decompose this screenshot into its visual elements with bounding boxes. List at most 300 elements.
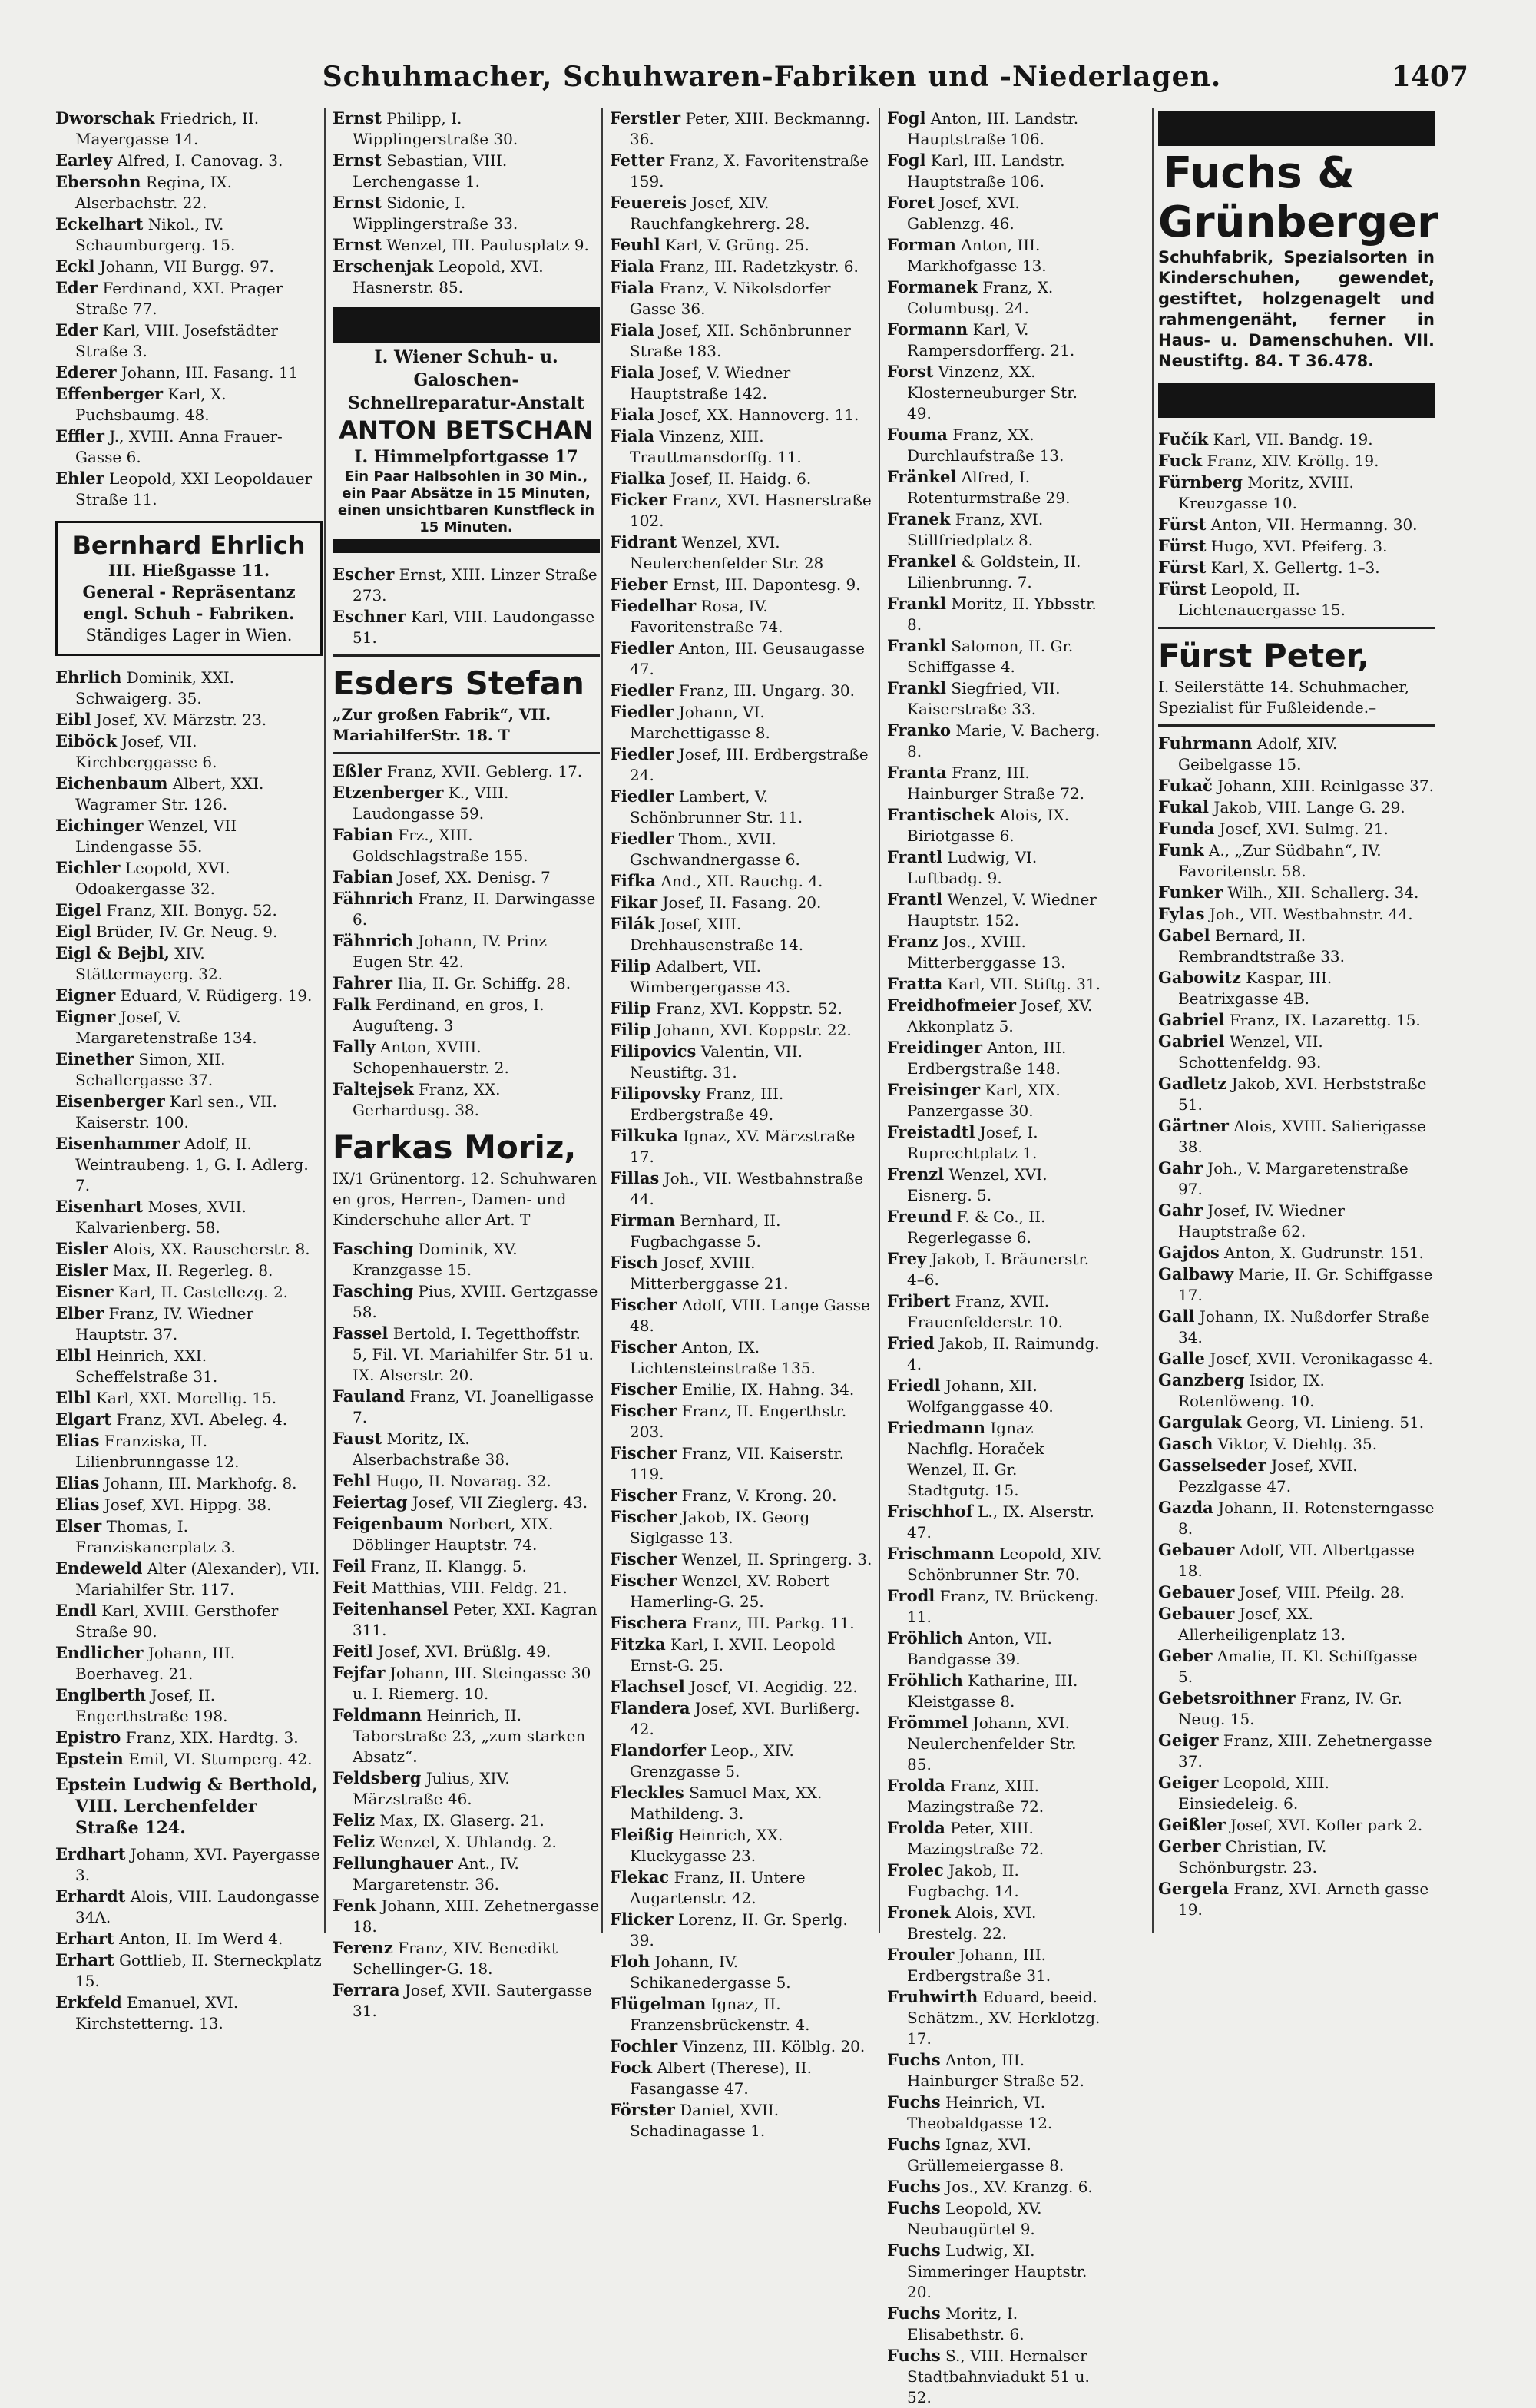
entry-name: Elias [55,1473,100,1492]
entry-name: Eichinger [55,816,144,835]
entry-address: Matthias, VIII. Feldg. 21. [372,1578,568,1597]
entry-name: Fetter [610,151,664,170]
entry-name: Feigenbaum [333,1514,444,1533]
entry-address: Ferdinand, en gros, I. Auguſteng. 3 [353,995,545,1035]
directory-entry [55,1387,323,1409]
entry-name: Fuchs [887,2346,941,2365]
entry-name: Fribert [887,1291,951,1310]
entry-name: Eisenhart [55,1197,144,1216]
rule [1158,627,1435,629]
directory-entry [333,1036,600,1078]
directory-entry [610,532,877,574]
entry-name: Geber [1158,1646,1213,1665]
entry-name: Fabian [333,867,393,886]
entry-address: Rosa, IV. Favoritenstraße 74. [630,597,783,636]
directory-entry [887,150,1102,192]
entry-address: Anton, III. Geusaugasse 47. [630,639,865,678]
ad-anton-betschan [333,346,600,536]
entry-name: Faust [333,1429,382,1448]
entry-address: Franz, X. Columbusg. 24. [907,278,1054,317]
entry-address: Jos., XVIII. Mitterberggasse 13. [907,932,1066,972]
entry-address: Eduard, V. Rüdigerg. 19. [120,986,313,1005]
directory-entry [1158,1242,1435,1264]
entry-address: Franz, XVI. Abeleg. 4. [116,1410,288,1429]
entry-address: Johann, III. Fasang. 11 [121,363,299,382]
entry-address: Franz, V. Nikolsdorfer Gasse 36. [630,279,831,318]
directory-entry [887,973,1102,995]
entry-address: Anton, III. Hainburger Straße 52. [907,2051,1085,2090]
entry-name: Franz [887,932,938,951]
entry-name: Gerber [1158,1837,1221,1856]
directory-entry [887,1037,1102,1079]
entry-name: Fitzka [610,1635,666,1654]
entry-name: Geiger [1158,1773,1219,1792]
entry-address: Wenzel, X. Uhlandg. 2. [379,1833,557,1851]
entry-name: Franta [887,763,947,782]
entry-address: Leopold, XIII. Einsiedeleig. 6. [1178,1774,1329,1813]
entry-name: Friedl [887,1376,941,1395]
directory-entry [1158,1688,1435,1730]
directory-entry [887,1501,1102,1543]
directory-entry [333,1078,600,1121]
column-divider [879,108,880,1933]
entry-name: Frolec [887,1860,944,1880]
directory-entry [55,1992,323,2034]
entry-address: Ludwig, VI. Luftbadg. 9. [907,848,1038,887]
entry-address: Josef, XVII. Veronikagasse 4. [1210,1350,1433,1368]
entry-address: Lambert, V. Schönbrunner Str. 11. [630,787,803,826]
entry-name: Filip [610,999,651,1018]
directory-entry [333,234,600,256]
directory-entry [55,709,323,730]
entry-name: Endlicher [55,1643,144,1662]
entry-name: Feliz [333,1810,376,1830]
entry-address: XIV. Stättermayerg. 32. [75,944,223,983]
entry-address: Jakob, VIII. Lange G. 29. [1213,798,1405,816]
entry-address: And., XII. Rauchg. 4. [660,872,823,890]
directory-entry [333,256,600,298]
entry-address: Gottlieb, II. Sterneckplatz 15. [75,1951,322,1990]
directory-entry [1158,1370,1435,1412]
entry-name: Fronek [887,1903,951,1922]
entry-name: Fiala [610,257,655,276]
entry-name: Freidhofmeier [887,995,1016,1015]
entry-address: Hugo, XVI. Pfeiferg. 3. [1210,537,1388,555]
directory-entry [610,1252,877,1294]
entry-name: Eckl [55,257,95,276]
entry-name: Eßler [333,761,382,780]
entry-name: Fröhlich [887,1628,963,1648]
directory-entry [55,857,323,899]
entry-address: Franz, II. Engerthstr. 203. [630,1402,847,1441]
entry-name: Fiedler [610,829,674,848]
entry-name: Erkfeld [55,1992,122,2012]
entry-name: Fürnberg [1158,472,1243,492]
directory-entry [55,1091,323,1133]
entry-name: Formanek [887,277,978,296]
entry-name: Dworschak [55,108,155,128]
entry-name: Franko [887,720,952,740]
directory-entry [333,972,600,994]
column-3 [610,108,877,2141]
entry-address: Friedrich, II. Mayergasse 14. [75,109,260,148]
entry-address: Franziska, II. Lilienbrunngasse 12. [75,1432,240,1471]
directory-entry [1158,1433,1435,1455]
entry-name: Epstein [55,1749,124,1768]
entry-address: Peter, XIII. Mazingstraße 72. [907,1819,1044,1858]
entry-address: Nikol., IV. Schaumburgerg. 15. [75,215,236,254]
directory-entry [1158,1009,1435,1031]
entry-name: Flandera [610,1698,690,1717]
entry-name: Einether [55,1049,134,1068]
entry-name: Freidinger [887,1038,982,1057]
directory-entry [1158,1348,1435,1370]
entry-name: Frischmann [887,1544,995,1563]
entry-name: Erhardt [55,1886,126,1906]
page-title: Schuhmacher, Schuhwaren-Fabriken und -Niederlagen. [322,61,1222,93]
entry-address: Adolf, VIII. Lange Gasse 48. [630,1296,870,1335]
directory-entry [333,866,600,888]
rule [333,654,600,657]
entry-name: Gasselseder [1158,1456,1266,1475]
directory-entry [887,1712,1102,1775]
directory-entry [1158,1497,1435,1539]
directory-entry [610,892,877,913]
directory-entry [610,468,877,489]
entry-address: Josef, XX. Denisg. 7 [398,868,551,886]
entry-name: Eder [55,278,98,297]
directory-entry [610,1506,877,1548]
entry-address: Josef, I. Ruprechtplatz 1. [907,1123,1038,1162]
entry-address: Adalbert, VII. Wimbergergasse 43. [630,957,791,996]
entry-name: Frodl [887,1586,935,1605]
entry-name: Fiedler [610,638,674,657]
entry-address: J., XVIII. Anna Frauer-Gasse 6. [75,427,283,466]
entry-address: Johann, II. Rotensterngasse 8. [1178,1499,1435,1538]
directory-entry [1158,1158,1435,1200]
entry-name: Franek [887,509,951,528]
directory-entry [333,1641,600,1662]
entry-address: Anton, III. Erdbergstraße 148. [907,1038,1067,1078]
directory-entry [333,1810,600,1831]
entry-address: Josef, XIV. Rauchfangkehrerg. 28. [630,194,810,233]
entry-name: Fučík [1158,429,1209,449]
column-2 [333,108,600,2022]
entry-name: Gebauer [1158,1540,1235,1559]
ad-ehrlich-address: III. Hießgasse 11. [108,561,270,580]
entry-address: Viktor, V. Diehlg. 35. [1217,1435,1378,1453]
entry-address: A., „Zur Südbahn“, IV. Favoritenstr. 58. [1178,841,1382,880]
directory-entry [1158,1539,1435,1582]
entry-name: Frantl [887,889,943,909]
ad-bar [1158,111,1435,146]
directory-entry [887,424,1102,466]
entry-address: Ferdinand, XXI. Prager Straße 77. [75,279,283,318]
entry-name: Frankl [887,678,947,697]
entry-address: Alfred, I. Rotenturmstraße 29. [907,468,1071,507]
entry-name: Frouler [887,1945,955,1964]
directory-entry [610,150,877,192]
directory-entry [610,574,877,595]
entry-name: Eiböck [55,731,118,750]
entry-name: Funda [1158,819,1215,838]
directory-entry [1158,1455,1435,1497]
entry-address: Alfred, I. Canovag. 3. [117,151,283,170]
entry-address: Leopold, XIV. Schönbrunner Str. 70. [907,1545,1102,1584]
directory-entry [55,1558,323,1600]
directory-entry [887,2345,1102,2408]
entry-address: Josef, XV. Märzstr. 23. [96,710,267,729]
entry-name: Fillas [610,1168,660,1187]
entry-address: Johann, XVI. Koppstr. 22. [655,1021,852,1039]
ad-bar [333,307,600,343]
directory-entry [610,1612,877,1634]
entry-address: Johann, IV. Prinz Eugen Str. 42. [353,932,548,971]
entry-address: Franz, XIV. Kröllg. 19. [1207,452,1379,470]
entry-address: Leopold, XV. Neubaugürtel 9. [907,2199,1042,2238]
entry-name: Frenzl [887,1164,945,1184]
entry-address: Josef, V. Margaretenstraße 134. [75,1008,257,1047]
directory-entry [610,1168,877,1210]
directory-entry [887,1290,1102,1333]
entry-name: Feuereis [610,193,687,212]
entry-name: Fischer [610,1295,677,1314]
directory-entry [55,667,323,709]
directory-entry [1158,1264,1435,1306]
directory-entry [333,150,600,192]
entry-address: Alter (Alexander), VII. Mariahilfer Str. 117. [75,1559,320,1598]
entry-name: Fiala [610,405,655,424]
entry-name: Frey [887,1249,927,1268]
entry-name: Fochler [610,2036,678,2055]
entry-name: Förster [610,2100,675,2119]
entry-name: Gahr [1158,1201,1203,1220]
directory-entry [333,1662,600,1704]
directory-entry [55,171,323,214]
entry-address: Moritz, XVIII. Kreuzgasse 10. [1178,473,1354,512]
entry-address: L., IX. Alserstr. 47. [907,1502,1094,1542]
entry-name: Feuhl [610,235,660,254]
entry-name: Fuchs [887,2304,941,2323]
directory-entry [333,1853,600,1895]
entry-name: Fieber [610,575,668,594]
entry-name: Frolda [887,1818,945,1837]
entry-address: Franz, XVI. Hasnerstraße 102. [630,491,872,530]
furst-peter-desc: I. Seilerstätte 14. Schuhmacher, Spezialist für Fußleidende.– [1158,677,1410,717]
entry-name: Eigl [55,922,91,941]
entry-address: Josef, VI. Aegidig. 22. [690,1678,858,1696]
entry-name: Ernst [333,193,382,212]
entry-name: Eigner [55,1007,116,1026]
entry-address: Moritz, IX. Alserbachstraße 38. [353,1429,510,1469]
entry-address: Siegfried, VII. Kaiserstraße 33. [907,679,1061,718]
entry-address: Wenzel, II. Springerg. 3. [681,1550,872,1568]
entry-address: Max, II. Regerleg. 8. [112,1261,273,1280]
entry-name: Gazda [1158,1498,1213,1517]
entry-address: Jakob, II. Fugbachg. 14. [907,1861,1019,1900]
directory-entry [333,888,600,930]
entry-name: Gergela [1158,1879,1229,1898]
entry-address: Frz., XIII. Goldschlagstraße 155. [353,826,528,865]
directory-entry [1158,1814,1435,1836]
directory-entry [610,638,877,680]
entry-address: Josef, VIII. Pfeilg. 28. [1239,1583,1405,1601]
entry-name: Gebauer [1158,1582,1235,1601]
entry-address: Adolf, VII. Albertgasse 18. [1178,1541,1415,1580]
entry-address: Karl, II. Castellezg. 2. [118,1283,289,1301]
epstein-entry: Epstein Ludwig & Berthold, VIII. Lerchenfelder Straße 124. [55,1775,318,1838]
directory-entry [610,1041,877,1083]
directory-entry [1158,1603,1435,1645]
entry-address: Karl sen., VII. Kaiserstr. 100. [75,1092,277,1131]
entry-name: Eisler [55,1260,108,1280]
directory-entry [333,782,600,824]
directory-entry [887,1944,1102,1986]
entry-address: Alois, IX. Biriotgasse 6. [907,806,1070,845]
directory-entry [1158,1115,1435,1158]
entry-name: Effenberger [55,384,164,403]
entry-address: Brüder, IV. Gr. Neug. 9. [96,922,278,941]
entry-address: Karl, X. Gellertg. 1–3. [1210,558,1380,577]
entry-address: Ignaz, II. Franzensbrückenstr. 4. [630,1995,810,2034]
column-1 [55,108,323,2034]
directory-entry [55,277,323,320]
entry-address: Heinrich, VI. Theobaldgasse 12. [907,2093,1053,2132]
directory-entry [887,2134,1102,2176]
entry-address: Ignaz Nachflg. Horaček Wenzel, II. Gr. Stadtgutg. 15. [907,1419,1044,1499]
directory-entry [1158,514,1435,535]
entry-name: Fiedelhar [610,596,697,615]
entry-address: Josef, XVIII. Mitterberggasse 21. [630,1254,789,1293]
directory-entry [55,1303,323,1345]
directory-entry [610,1485,877,1506]
entry-address: Heinrich, XXI. Scheffelstraße 31. [75,1346,218,1386]
entry-name: Fischera [610,1613,687,1632]
entry-name: Filkuka [610,1126,678,1145]
entry-address: Josef, XX. Hannoverg. 11. [659,406,859,424]
entry-name: Fellunghauer [333,1853,453,1873]
directory-entry [333,994,600,1036]
entry-name: Fally [333,1037,376,1056]
entry-name: Gall [1158,1307,1195,1326]
ad-ehrlich-line1: General - Repräsentanz [82,582,296,601]
entry-address: Bernhard, II. Fugbachgasse 5. [630,1211,781,1250]
ad-bar [333,539,600,553]
ad-bar [1158,383,1435,418]
directory-entry [610,1993,877,2035]
entry-name: Frankl [887,636,947,655]
entry-name: Gasch [1158,1434,1213,1453]
entry-address: Moritz, II. Ybbsstr. 8. [907,595,1097,634]
directory-entry [887,1121,1102,1164]
entry-address: Wenzel, XVI. Eisnerg. 5. [907,1165,1048,1204]
directory-entry [610,234,877,256]
entry-address: Georg, VI. Linieng. 51. [1246,1413,1425,1432]
entry-address: Joh., V. Margaretenstraße 97. [1178,1159,1409,1198]
entry-address: Josef, XV. Akkonplatz 5. [907,996,1093,1035]
entry-address: Peter, XXI. Kagran 311. [353,1600,598,1639]
entry-name: Fauland [333,1386,406,1406]
entry-address: Jos., XV. Kranzg. 6. [945,2178,1093,2196]
entry-address: Josef, VII. Kirchberggasse 6. [75,732,217,771]
directory-entry [333,1280,600,1323]
directory-entry [610,192,877,234]
entry-name: Fifka [610,871,657,890]
directory-entry [887,508,1102,551]
entry-address: Johann, III. Erdbergstraße 31. [907,1946,1051,1985]
entry-address: Sidonie, I. Wipplingerstraße 33. [353,194,518,233]
entry-name: Ernst [333,235,382,254]
entry-name: Fischer [610,1486,677,1505]
directory-entry [1158,578,1435,621]
entry-address: Leopold, XVI. Hasnerstr. 85. [353,257,544,296]
entry-address: Wenzel, XV. Robert Hamerling-G. 25. [630,1572,829,1611]
entry-name: Ferrara [333,1980,400,1999]
directory-entry [55,1642,323,1684]
directory-entry [1158,925,1435,967]
entry-name: Frischhof [887,1502,973,1521]
entry-address: Josef, II. Haidg. 6. [670,469,812,488]
entry-name: Funker [1158,883,1223,902]
entry-address: Ludwig, XI. Simmeringer Hauptstr. 20. [907,2241,1087,2301]
entry-name: Fenk [333,1896,376,1915]
entry-address: Anton, VII. Bandgasse 39. [907,1629,1052,1668]
directory-entry [887,846,1102,889]
entry-name: Fialka [610,469,666,488]
entry-address: Anton, II. Im Werd 4. [119,1929,283,1948]
entry-address: Vinzenz, XX. Klosterneuburger Str. 49. [907,363,1078,422]
directory-entry [610,1210,877,1252]
entry-name: Eigner [55,985,116,1005]
entry-address: Karl, VII. Bandg. 19. [1213,430,1373,449]
entry-address: Leopold, XXI Leopoldauer Straße 11. [75,469,313,508]
directory-entry [55,108,323,150]
entry-address: Josef, XVI. Gablenzg. 46. [907,194,1020,233]
entry-address: Wenzel, VII Lindengasse 55. [75,816,237,856]
directory-entry [610,701,877,744]
entry-address: Albert (Therese), II. Fasangasse 47. [630,2059,812,2098]
entry-address: Regina, IX. Alserbachstr. 22. [75,173,232,212]
entry-address: Josef, XX. Allerheiligenplatz 13. [1178,1605,1346,1644]
entry-address: Pius, XVIII. Gertzgasse 58. [353,1282,598,1321]
entry-address: Josef, XII. Schönbrunner Straße 183. [630,321,851,360]
directory-entry [887,804,1102,846]
directory-entry [1158,450,1435,472]
directory-entry [887,1333,1102,1375]
entry-name: Feldmann [333,1705,422,1724]
entry-name: Faltejsek [333,1079,414,1098]
entry-name: Elgart [55,1409,112,1429]
entry-address: Eduard, beeid. Schätzm., XV. Herklotzg. 17. [907,1988,1101,2048]
directory-entry [1158,840,1435,882]
entry-address: Franz, III. Erdbergstraße 49. [630,1085,784,1124]
entry-address: Franz, XVI. Stillfriedplatz 8. [907,510,1044,549]
directory-entry [55,1928,323,1949]
entry-name: Fuchs [887,2092,941,2112]
entry-name: Feit [333,1578,367,1597]
entry-address: Vinzenz, III. Kölblg. 20. [682,2037,866,2055]
entry-address: Alois, XVIII. Salierigasse 38. [1178,1117,1427,1156]
directory-entry [55,921,323,942]
entry-name: Endeweld [55,1558,143,1578]
directory-entry [610,2035,877,2057]
entry-name: Fröhlich [887,1671,963,1690]
entry-name: Fränkel [887,467,957,486]
directory-entry [333,108,600,150]
directory-entry [887,762,1102,804]
entry-address: & Goldstein, II. Lilienbrunng. 7. [907,552,1081,591]
directory-entry [887,635,1102,677]
